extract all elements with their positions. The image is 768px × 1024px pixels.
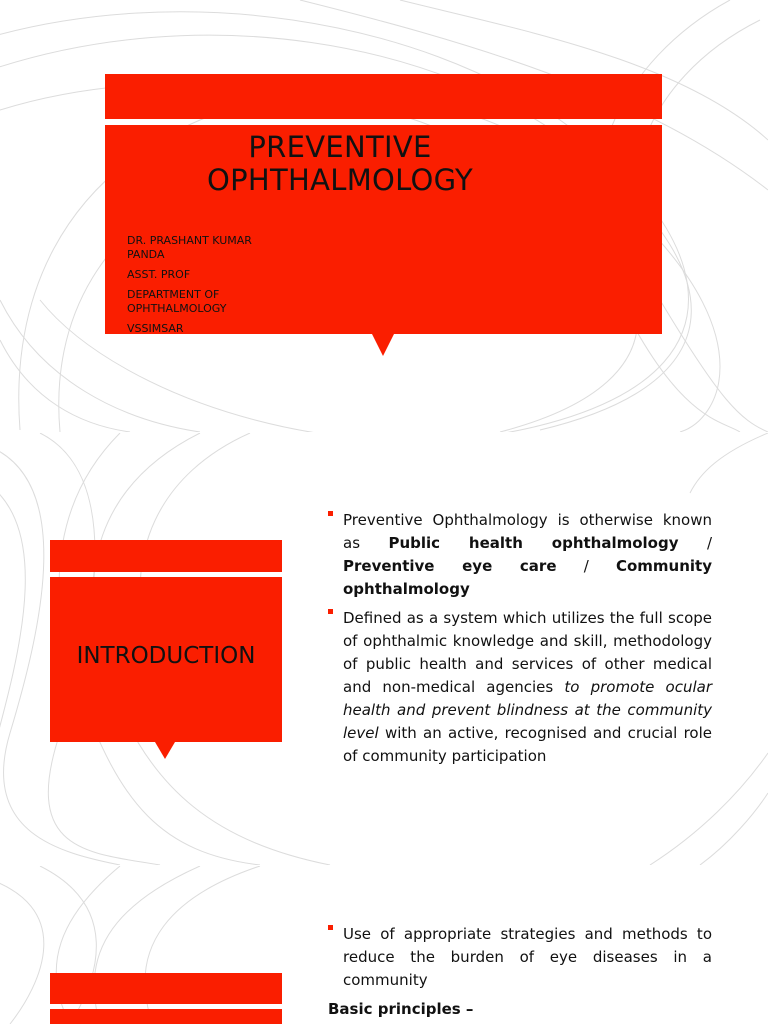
author-department: DEPARTMENT OF OPHTHALMOLOGY [127,288,227,315]
author-name: DR. PRASHANT KUMAR PANDA [127,234,252,261]
panel-pointer [372,334,394,356]
title-line-1: PREVENTIVE [248,130,432,164]
panel-pointer [155,742,175,759]
bullet-marker [328,511,333,516]
list-item: Defined as a system which utilizes the full scope of ophthalmic knowledge and skill, methodology of public health and services of other medical and non-medical agencies to promote ocular health and prevent blindness at the community level with an active, recognised and crucial role of community participation [328,607,712,768]
author-info [127,234,277,342]
list-item: Preventive Ophthalmology is otherwise known as Public health ophthalmology / Preventive eye care / Community ophthalmology [328,509,712,601]
bullet-marker [328,609,333,614]
title-slide [0,0,768,432]
author-institution: VSSIMSAR [127,322,184,335]
title-line-2: OPHTHALMOLOGY [206,163,474,197]
principles-heading: Basic principles – [328,1000,474,1018]
introduction-slide [0,433,768,865]
header-band [50,973,282,1004]
principles-slide [0,866,768,1024]
header-band [50,540,282,572]
section-panel [50,1009,282,1024]
page-title [105,131,575,197]
bullet-list [328,923,712,1021]
list-item: Use of appropriate strategies and methods to reduce the burden of eye diseases in a community [328,923,712,992]
section-title: INTRODUCTION [76,643,256,669]
header-band [105,74,662,119]
bullet-list [328,509,712,774]
bullet-marker [328,925,333,930]
author-position: ASST. PROF [127,268,191,281]
